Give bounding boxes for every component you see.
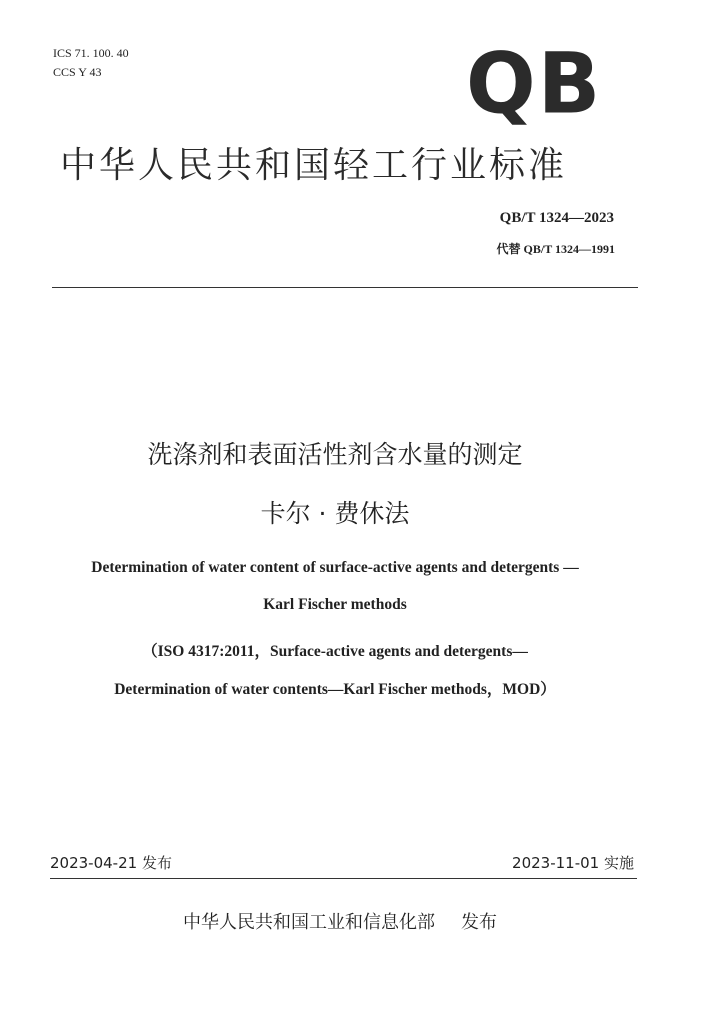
classification-codes	[53, 44, 129, 82]
chinese-title-line-2: 卡尔 · 费休法	[260, 499, 410, 528]
iso-reference-line-1: （ISO 4317:2011，Surface-active agents and detergents—	[142, 643, 528, 660]
iso-reference-line-2: Determination of water contents—Karl Fischer methods，MOD）	[114, 681, 556, 698]
ccs-code: CCS Y 43	[53, 65, 102, 79]
standard-number: QB/T 1324—2023	[499, 210, 614, 226]
replaced-standard: 代替 QB/T 1324—1991	[496, 242, 615, 256]
publisher-action: 发布	[461, 912, 497, 933]
qb-logo: QB	[466, 35, 603, 133]
bottom-divider	[50, 878, 637, 879]
implementation-date: 2023-11-01 实施	[512, 854, 634, 872]
issue-date: 2023-04-21 发布	[50, 854, 172, 872]
publisher-name: 中华人民共和国工业和信息化部	[183, 912, 435, 933]
top-divider	[52, 287, 638, 288]
english-title-line-2: Karl Fischer methods	[263, 596, 407, 613]
chinese-title-line-1: 洗涤剂和表面活性剂含水量的测定	[147, 440, 523, 469]
english-title-line-1: Determination of water content of surface-active agents and detergents —	[91, 559, 579, 576]
ics-code: ICS 71. 100. 40	[53, 46, 129, 60]
publisher	[0, 910, 680, 936]
industry-standard-title: 中华人民共和国轻工行业标准	[60, 145, 568, 186]
